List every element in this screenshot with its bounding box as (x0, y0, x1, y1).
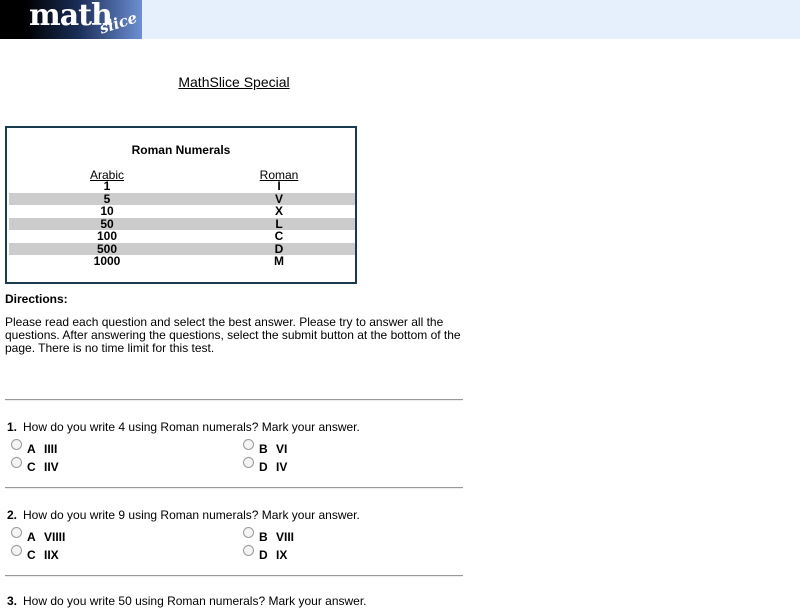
option-letter: D (259, 548, 268, 562)
option-letter: A (27, 442, 36, 456)
arabic-cell: 1000 (93, 254, 121, 268)
directions-text: Please read each question and select the best answer. Please try to answer all the questions. After answering the questions, select the submit button at the bottom of the page. There is no time limit for this test. (5, 315, 461, 355)
arabic-cell: 10 (100, 204, 114, 218)
option-letter: D (259, 460, 268, 474)
directions-label: Directions: (5, 292, 68, 306)
option-letter: C (27, 460, 36, 474)
option-text: IV (276, 460, 288, 474)
option-text: IIX (44, 548, 59, 562)
radio-button[interactable] (243, 527, 254, 538)
radio-button[interactable] (11, 457, 22, 468)
question-number: 1. (7, 420, 18, 434)
table-row (9, 218, 355, 231)
radio-button[interactable] (243, 545, 254, 556)
roman-cell: C (274, 229, 284, 243)
table-row (9, 180, 355, 193)
table-row (9, 193, 355, 206)
page-title: MathSlice Special (178, 74, 290, 90)
table-row (9, 243, 355, 256)
radio-button[interactable] (11, 545, 22, 556)
option-text: VI (276, 442, 288, 456)
table-caption: Roman Numerals (131, 143, 231, 157)
divider (5, 487, 463, 489)
divider (5, 575, 463, 577)
question-text: How do you write 9 using Roman numerals? Mark your answer. (23, 508, 360, 522)
divider (5, 399, 463, 401)
logo-word: math (29, 0, 112, 33)
option-letter: B (259, 530, 268, 544)
question-3 (7, 594, 367, 608)
table-row (9, 205, 355, 218)
option-text: VIII (276, 530, 295, 544)
arabic-cell: 1 (103, 179, 111, 193)
roman-cell: I (277, 179, 281, 193)
logo-sub: slice (97, 8, 140, 38)
option-letter: A (27, 530, 36, 544)
column-header-roman: Roman (259, 168, 299, 182)
option-text: IX (276, 548, 288, 562)
question-1 (7, 420, 360, 434)
option-letter: B (259, 442, 268, 456)
table-row (9, 255, 355, 268)
column-header-arabic: Arabic (89, 168, 124, 182)
question-number: 3. (7, 594, 18, 608)
radio-button[interactable] (11, 527, 22, 538)
table-row (9, 230, 355, 243)
mathslice-logo[interactable] (0, 0, 142, 39)
roman-cell: D (274, 241, 284, 256)
option-letter: C (27, 548, 36, 562)
question-text: How do you write 50 using Roman numerals? Mark your answer. (23, 594, 367, 608)
radio-button[interactable] (11, 439, 22, 450)
site-header (0, 0, 800, 39)
option-text: IIII (44, 442, 58, 456)
radio-button[interactable] (243, 457, 254, 468)
roman-cell: X (274, 204, 283, 218)
roman-cell: L (275, 216, 283, 231)
option-text: VIIII (44, 530, 66, 544)
question-number: 2. (7, 508, 18, 522)
radio-button[interactable] (243, 439, 254, 450)
arabic-cell: 100 (96, 229, 118, 243)
arabic-cell: 5 (103, 191, 111, 206)
roman-cell: M (274, 254, 284, 268)
arabic-cell: 50 (100, 216, 114, 231)
arabic-cell: 500 (96, 241, 118, 256)
option-text: IIV (44, 460, 59, 474)
question-text: How do you write 4 using Roman numerals? Mark your answer. (23, 420, 360, 434)
roman-numerals-table (5, 126, 357, 284)
question-2 (7, 508, 360, 522)
table-rows (9, 180, 355, 268)
roman-cell: V (274, 191, 283, 206)
